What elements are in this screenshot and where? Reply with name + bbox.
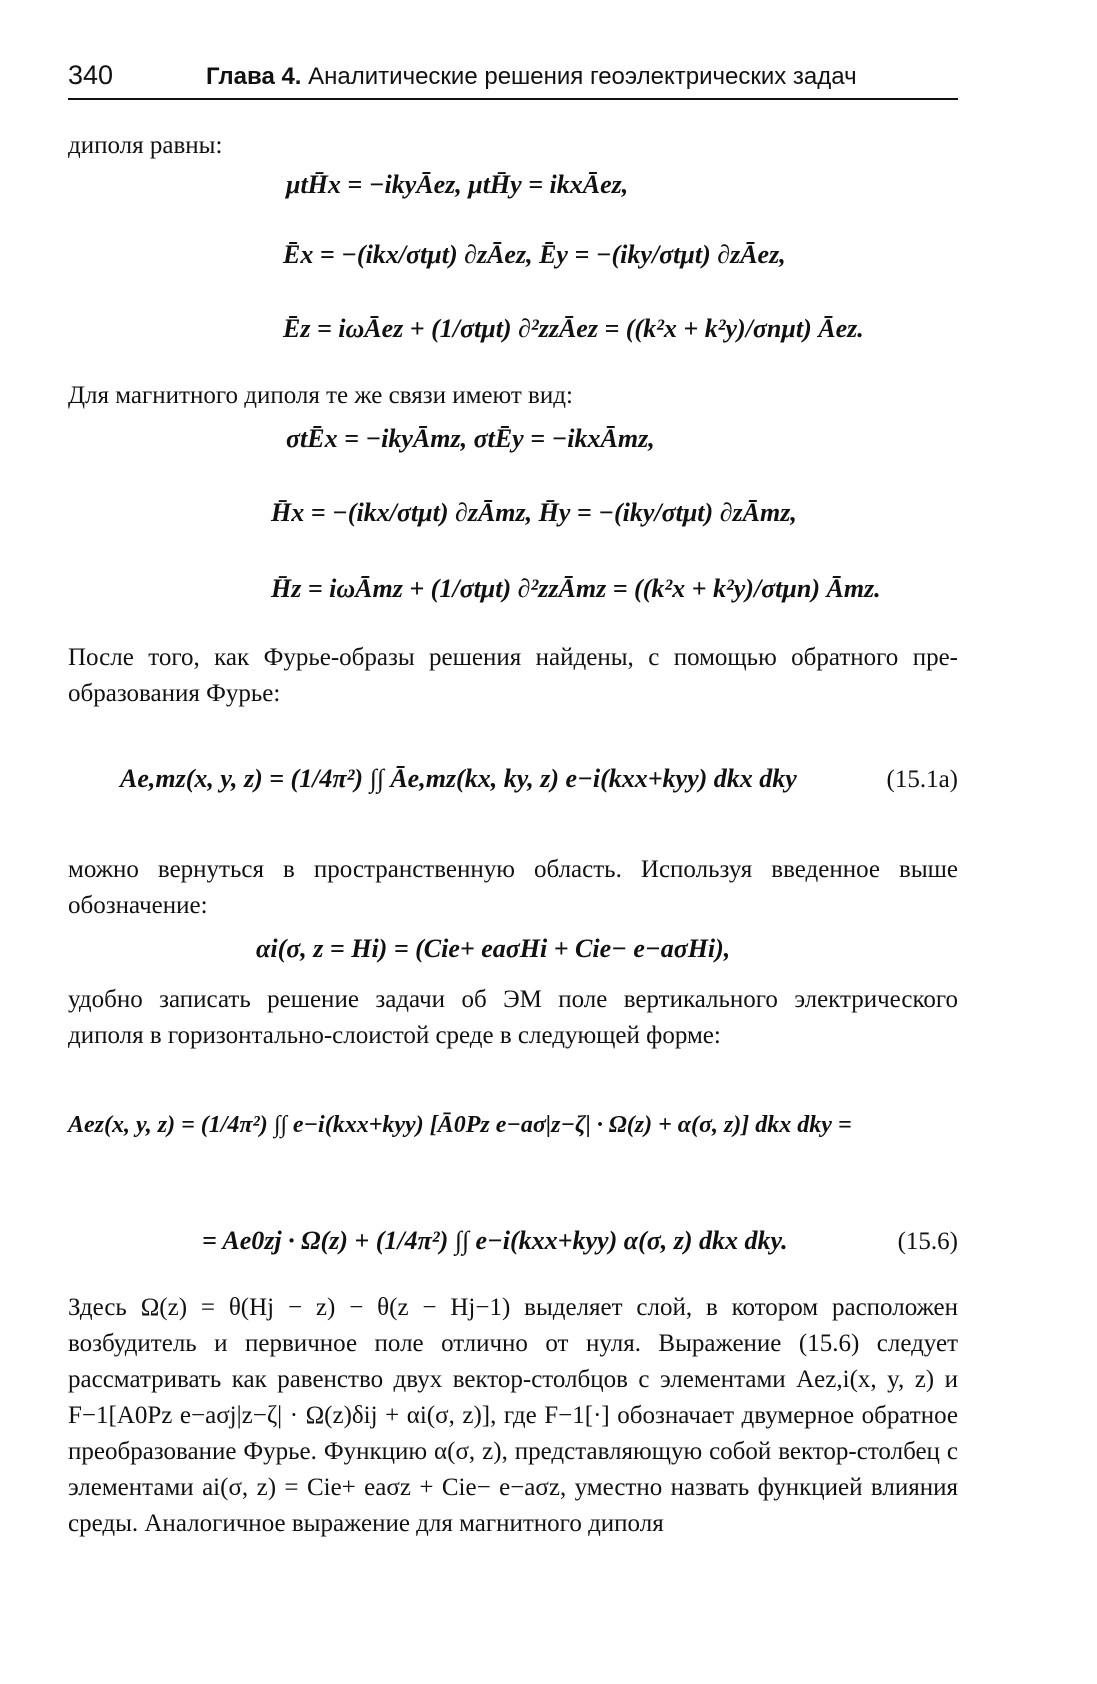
equation-magnetic-3: H̄z = iωĀmz + (1/σtμt) ∂²zzĀmz = ((k²x + k²y)/σtμn) Āmz.	[271, 574, 881, 603]
equation-electric-2: Ēx = −(ikx/σtμt) ∂zĀez, Ēy = −(iky/σtμt) ∂zĀez,	[283, 240, 786, 269]
equation-electric-1: μtH̄x = −ikyĀez, μtH̄y = ikxĀez,	[286, 170, 629, 199]
paragraph-6: Здесь Ω(z) = θ(Hj − z) − θ(z − Hj−1) выделяет слой, в котором расположен возбудитель и первичное поле отлично от нуля. Выражение (15.6) следует рассматривать как равенство двух вектор-столбцов с элементами Aez,i(x, y, z) и F−1[A0Pz e−aσj|z−ζ| · Ω(z)δij + αi(σ, z)], где F−1[·] обозначает двумерное обратное преобразование Фурье. Функцию α(σ, z), представляющую собой вектор-столбец с элементами ai(σ, z) = Cie+ eaσz + Cie− e−aσz, уместно назвать функцией влияния среды. Аналогичное выражение для магнитного диполя	[68, 1294, 958, 1537]
equation-magnetic-2: H̄x = −(ikx/σtμt) ∂zĀmz, H̄y = −(iky/σtμt) ∂zĀmz,	[271, 498, 797, 527]
paragraph-5: удобно записать решение задачи об ЭМ поле вертикального электрического диполя в горизонтально-слоистой среде в следующей форме:	[68, 986, 958, 1049]
chapter-title	[206, 63, 857, 91]
page-number: 340	[68, 60, 114, 90]
paragraph-2: Для магнитного диполя те же связи имеют вид:	[68, 382, 573, 409]
equation-block-solution	[68, 1054, 958, 1290]
equation-electric-3: Ēz = iωĀez + (1/σtμt) ∂²zzĀez = ((k²x + k²y)/σnμt) Āez.	[283, 314, 864, 343]
chapter-label: Глава 4.	[206, 63, 302, 90]
document-page	[68, 58, 958, 1542]
equation-fourier-inverse: Ae,mz(x, y, z) = (1/4π²) ∫∫ Āe,mz(kx, ky, z) e−i(kxx+kyy) dkx dky	[120, 764, 797, 793]
equation-solution-line-1: Aez(x, y, z) = (1/4π²) ∫∫ e−i(kxx+kyy) [Ā0Pz e−aσ|z−ζ| · Ω(z) + α(σ, z)] dkx dky =	[68, 1112, 852, 1138]
equation-block-fourier	[68, 712, 958, 852]
equation-block-electric	[68, 164, 958, 378]
equation-block-alpha	[68, 924, 958, 982]
paragraph-1: диполя равны:	[68, 132, 223, 159]
equation-number-15-6: (15.6)	[897, 1228, 958, 1255]
equation-solution-line-2: = Ae0zj · Ω(z) + (1/4π²) ∫∫ e−i(kxx+kyy) α(σ, z) dkx dky.	[202, 1226, 788, 1255]
equation-number-15-1a: (15.1a)	[886, 766, 958, 793]
equation-block-magnetic	[68, 414, 958, 640]
chapter-name: Аналитические решения геоэлектрических задач	[308, 63, 857, 90]
paragraph-4: можно вернуться в пространственную область. Используя введенное выше обозначение:	[68, 856, 958, 919]
equation-alpha: αi(σ, z = Hi) = (Cie+ eaσHi + Cie− e−aσHi),	[256, 934, 731, 963]
paragraph-3: После того, как Фурье-образы решения найдены, с помощью обратного преобразования Фурье:	[68, 644, 958, 707]
equation-magnetic-1: σtĒx = −ikyĀmz, σtĒy = −ikxĀmz,	[286, 424, 655, 453]
running-header	[68, 58, 958, 100]
